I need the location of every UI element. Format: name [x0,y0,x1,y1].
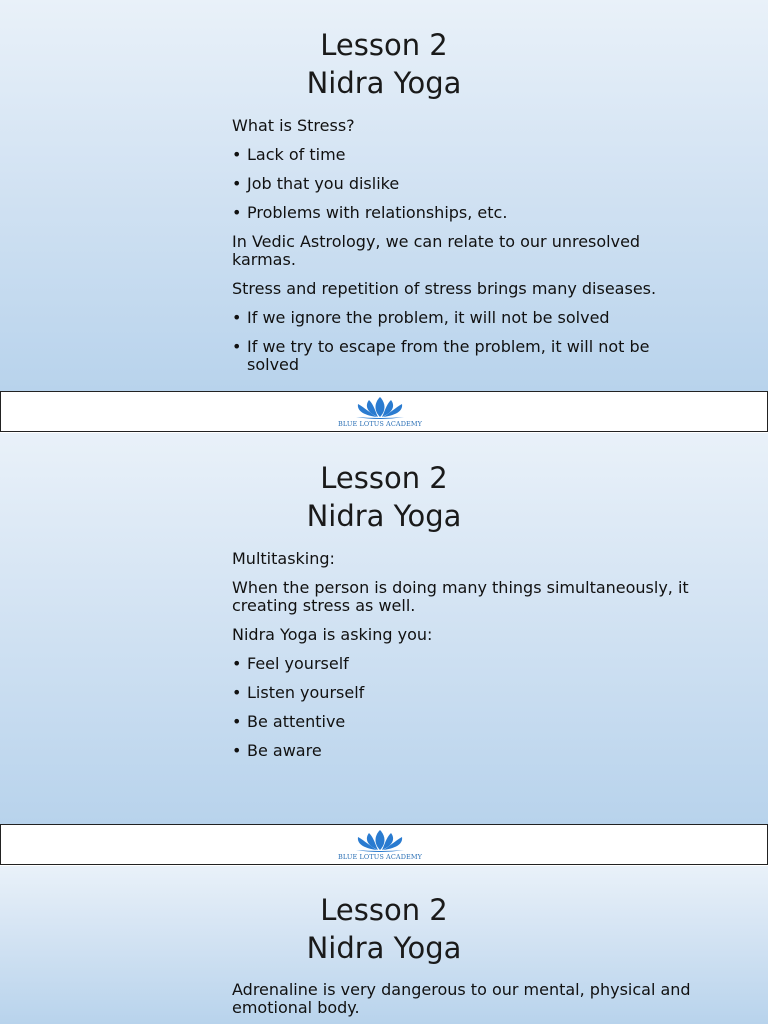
slide-title [0,891,768,967]
slide-2 [0,433,768,824]
slide-body [232,117,702,374]
bullet-dot: • [232,174,242,193]
bullet-item: • Listen yourself [232,683,365,702]
footer-bar [0,824,768,865]
slide-body [232,981,692,1017]
academy-logo [335,828,425,862]
bullet-dot: • [232,145,242,164]
body-text: What is Stress? [232,116,355,135]
bullet-item: • Feel yourself [232,654,349,673]
body-text: When the person is doing many things simultaneously, it creating stress as well. [232,578,689,615]
bullet-dot: • [232,308,242,327]
lotus-icon [350,828,410,853]
footer-bar [0,391,768,432]
body-text: Stress and repetition of stress brings many diseases. [232,279,657,298]
body-text: Adrenaline is very dangerous to our mental, physical and emotional body. [232,980,691,1017]
bullet-dot: • [232,683,242,702]
bullet-item: • Problems with relationships, etc. [232,203,508,222]
logo-text: BLUE LOTUS ACADEMY [337,853,423,861]
title-line-2: Nidra Yoga [306,931,462,965]
bullet-item: • If we try to escape from the problem, it will not be solved [232,337,650,374]
slide-1 [0,0,768,391]
bullet-dot: • [232,712,242,731]
slide-body [232,550,692,760]
bullet-dot: • [232,654,242,673]
bullet-item: • Lack of time [232,145,346,164]
bullet-item: • If we ignore the problem, it will not be solved [232,308,610,327]
body-text: In Vedic Astrology, we can relate to our unresolved karmas. [232,232,641,269]
slide-title [0,26,768,102]
title-line-1: Lesson 2 [320,28,448,62]
academy-logo [335,395,425,429]
title-line-2: Nidra Yoga [306,66,462,100]
slide-title [0,459,768,535]
body-text: Nidra Yoga is asking you: [232,625,433,644]
bullet-dot: • [232,203,242,222]
bullet-item: • Be attentive [232,712,346,731]
title-line-2: Nidra Yoga [306,499,462,533]
title-line-1: Lesson 2 [320,893,448,927]
lotus-icon [350,395,410,420]
body-text: Multitasking: [232,549,335,568]
bullet-item: • Job that you dislike [232,174,400,193]
logo-text: BLUE LOTUS ACADEMY [337,420,423,428]
slide-3 [0,866,768,1024]
bullet-dot: • [232,741,242,760]
title-line-1: Lesson 2 [320,461,448,495]
bullet-item: • Be aware [232,741,322,760]
bullet-dot: • [232,337,242,356]
